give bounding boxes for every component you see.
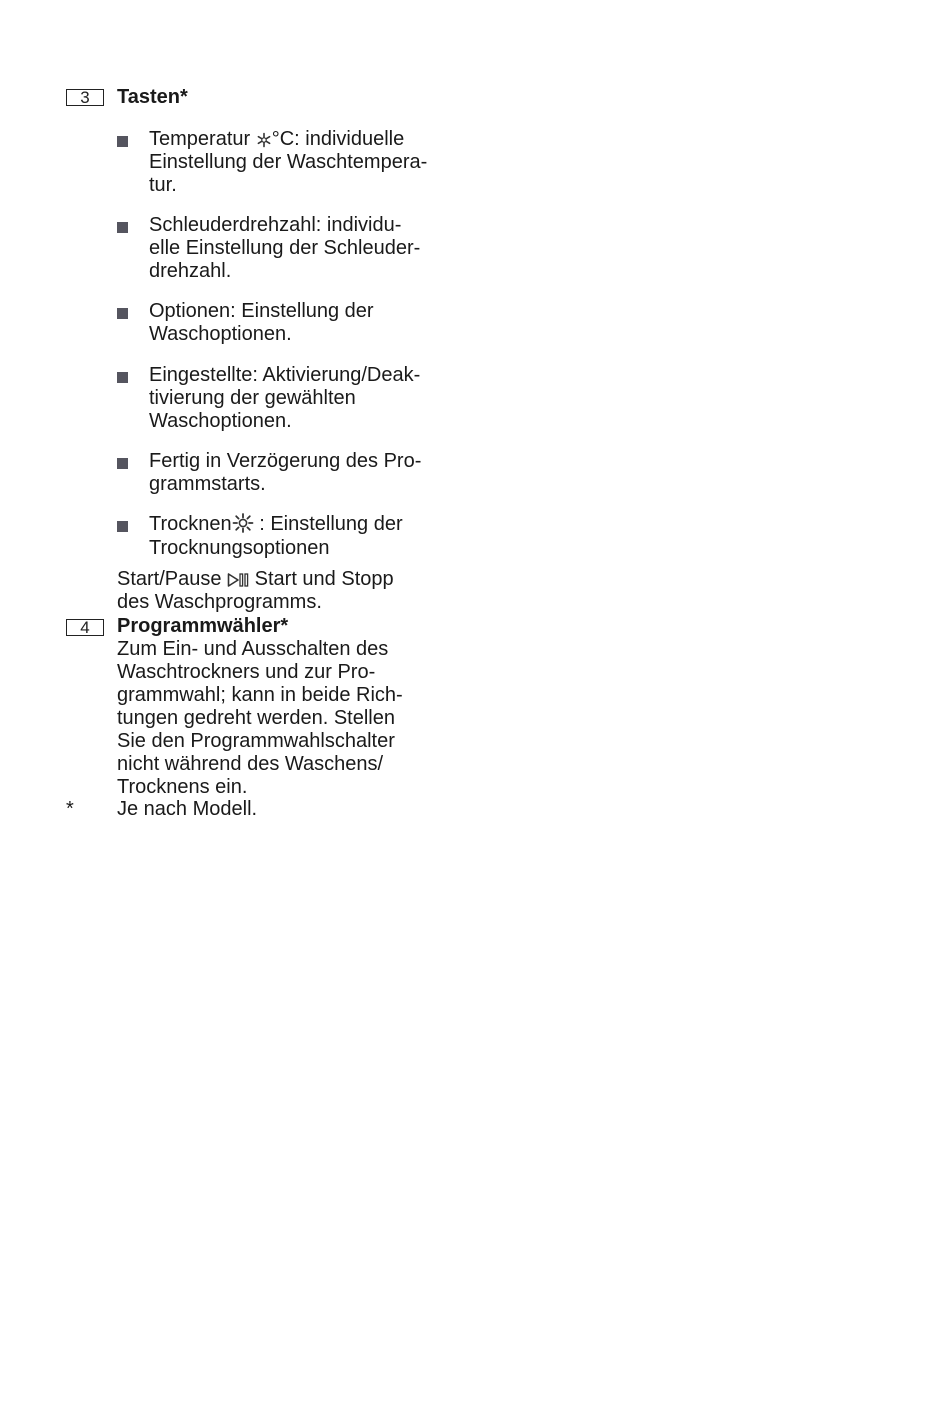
item-text: Waschoptionen. (149, 410, 292, 432)
item-text: Start/Pause (117, 568, 222, 590)
paragraph-line: Zum Ein- und Ausschalten des (117, 638, 389, 660)
item-text: Trocknungsoptionen (149, 537, 330, 559)
bullet-square (117, 521, 128, 532)
paragraph-line: Trocknens ein. (117, 776, 248, 798)
bullet-square (117, 308, 128, 319)
item-text: tivierung der gewählten (149, 387, 356, 409)
bullet-square (117, 136, 128, 147)
item-text: Optionen: Einstellung der (149, 300, 374, 322)
section-number-box: 4 (66, 619, 104, 636)
item-text: Start und Stopp (254, 568, 394, 590)
section-title: Tasten* (117, 86, 188, 108)
bullet-square (117, 458, 128, 469)
item-text: elle Einstellung der Schleuder- (149, 237, 421, 259)
footnote-text: Je nach Modell. (117, 798, 258, 820)
item-text: Schleuderdrehzahl: individu- (149, 214, 402, 236)
item-text: grammstarts. (149, 473, 266, 495)
item-text: Temperatur (149, 128, 251, 150)
section-number-box: 3 (66, 89, 104, 106)
bullet-square (117, 222, 128, 233)
section-title: Programmwähler* (117, 615, 289, 637)
paragraph-line: Sie den Programmwahlschalter (117, 730, 395, 752)
item-text: °C: individuelle (271, 128, 405, 150)
item-text: Waschoptionen. (149, 323, 292, 345)
paragraph-line: grammwahl; kann in beide Rich- (117, 684, 403, 706)
paragraph-line: Waschtrockners und zur Pro- (117, 661, 376, 683)
item-text: tur. (149, 174, 177, 196)
item-text: Einstellung der Waschtempera- (149, 151, 428, 173)
item-text: des Waschprogramms. (117, 591, 322, 613)
sun-icon (232, 513, 254, 539)
paragraph-line: nicht während des Waschens/ (117, 753, 384, 775)
item-text: Eingestellte: Aktivierung/Deak- (149, 364, 421, 386)
footnote-marker: * (66, 798, 74, 820)
item-text: drehzahl. (149, 260, 232, 282)
item-text: Trocknen (149, 513, 232, 535)
bullet-square (117, 372, 128, 383)
list-item-text (149, 513, 403, 539)
item-text: Fertig in Verzögerung des Pro- (149, 450, 422, 472)
item-text: : Einstellung der (259, 513, 403, 535)
paragraph-line: tungen gedreht werden. Stellen (117, 707, 395, 729)
